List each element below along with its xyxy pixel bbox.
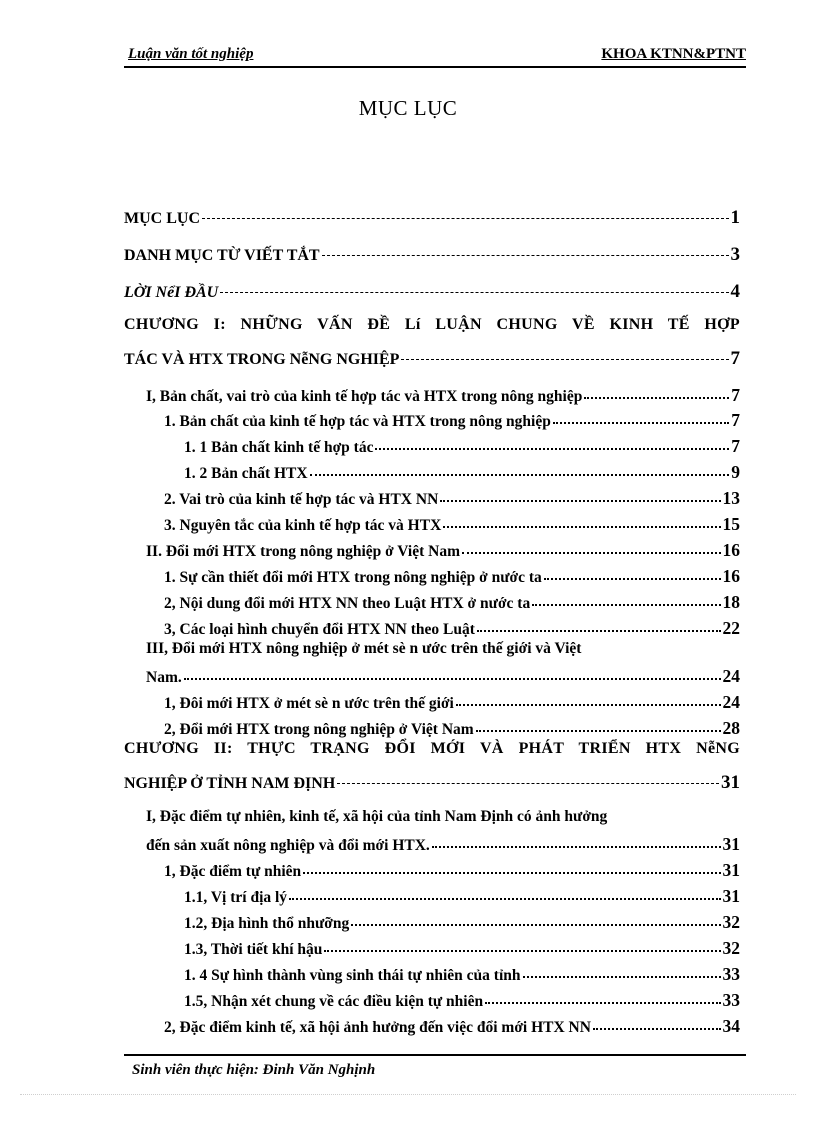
toc-section-heading-line[interactable]: I, Đặc điểm tự nhiên, kinh tế, xã hội của tỉnh Nam Định có ảnh hưởng <box>146 808 608 825</box>
toc-entry-page: 31 <box>722 834 740 854</box>
toc-leader <box>184 668 721 682</box>
toc-entry-page: 24 <box>722 692 740 712</box>
toc-entry-page: 32 <box>722 938 740 958</box>
toc-entry-page: 24 <box>722 666 740 686</box>
toc-entry-page: 33 <box>722 990 740 1010</box>
toc-leader <box>432 836 721 850</box>
toc-entry[interactable] <box>164 410 740 431</box>
toc-entry-page: 28 <box>722 718 740 738</box>
toc-leader <box>593 1018 721 1032</box>
toc-entry-text: 2, Nội dung đổi mới HTX NN theo Luật HTX ở nước ta <box>164 595 531 612</box>
toc-entry[interactable] <box>164 488 740 509</box>
toc-entry[interactable] <box>146 540 740 561</box>
toc-entry-text: 2, Đổi mới HTX trong nông nghiệp ở Việt Nam <box>164 721 474 738</box>
toc-entry-page: 31 <box>722 860 740 880</box>
toc-leader <box>553 412 729 426</box>
toc-entry[interactable] <box>184 912 740 933</box>
toc-leader <box>310 464 730 478</box>
toc-leader <box>462 542 721 556</box>
toc-entry[interactable] <box>164 514 740 535</box>
toc-entry-text: 1, Đặc điểm tự nhiên <box>164 863 302 880</box>
page-header <box>124 44 746 68</box>
toc-entry-page: 1 <box>730 207 740 228</box>
toc-entry-page: 7 <box>731 385 740 405</box>
toc-entry[interactable] <box>146 385 740 406</box>
toc-entry-page: 22 <box>722 618 740 638</box>
toc-entry[interactable] <box>184 436 740 457</box>
toc-leader <box>351 914 720 928</box>
page-footer <box>124 1054 746 1078</box>
toc-entry-text: LỜI NểI ĐẦU <box>124 284 219 301</box>
toc-entry-text: 2, Đặc điểm kinh tế, xã hội ảnh hưởng đến việc đổi mới HTX NN <box>164 1019 591 1036</box>
toc-leader <box>401 350 728 364</box>
toc-leader <box>202 209 729 223</box>
toc-entry-text: I, Bản chất, vai trò của kinh tế hợp tác và HTX trong nông nghiệp <box>146 388 583 405</box>
toc-entry-text: 2. Vai trò của kinh tế hợp tác và HTX NN <box>164 491 439 508</box>
toc-entry[interactable] <box>164 592 740 613</box>
toc-entry[interactable] <box>164 718 740 739</box>
toc-entry-text: đến sản xuất nông nghiệp và đổi mới HTX. <box>146 837 430 854</box>
toc-entry-text: 3, Các loại hình chuyển đổi HTX NN theo Luật <box>164 621 475 638</box>
toc-entry-page: 33 <box>722 964 740 984</box>
toc-entry[interactable] <box>184 462 740 483</box>
toc-entry[interactable] <box>184 990 740 1011</box>
toc-entry[interactable] <box>164 618 740 639</box>
toc-chapter-heading-line[interactable]: CHƯƠNG I: NHỮNG VẤN ĐỀ Lí LUẬN CHUNG VỀ KINH TẾ HỢP <box>124 316 740 333</box>
toc-entry[interactable] <box>184 938 740 959</box>
toc-entry-text: 1. Sự cần thiết đổi mới HTX trong nông nghiệp ở nước ta <box>164 569 542 586</box>
toc-entry-page: 13 <box>722 488 740 508</box>
toc-entry-text: MỤC LỤC <box>124 210 200 227</box>
toc-entry[interactable] <box>124 772 740 794</box>
toc-leader <box>584 387 729 401</box>
toc-entry-text: Nam. <box>146 669 182 686</box>
toc-entry-page: 16 <box>722 566 740 586</box>
toc-entry[interactable] <box>164 566 740 587</box>
toc-leader <box>440 490 720 504</box>
toc-entry-text: 1.1, Vị trí địa lý <box>184 889 288 906</box>
toc-section-heading-line[interactable]: III, Đổi mới HTX nông nghiệp ở mét sè n ước trên thế giới và Việt <box>146 640 582 657</box>
toc-leader <box>324 940 720 954</box>
toc-leader <box>337 774 719 788</box>
toc-entry[interactable] <box>164 1016 740 1037</box>
toc-entry-page: 34 <box>722 1016 740 1036</box>
toc-entry-text: DANH MỤC TỪ VIẾT TẮT <box>124 247 320 264</box>
toc-leader <box>289 888 720 902</box>
toc-leader <box>375 438 729 452</box>
toc-entry-text: 1. 2 Bản chất HTX <box>184 465 308 482</box>
toc-leader <box>523 966 721 980</box>
toc-entry-text: 1.3, Thời tiết khí hậu <box>184 941 323 958</box>
page-title: MỤC LỤC <box>358 96 458 120</box>
toc-leader <box>476 720 721 734</box>
toc-entry-page: 31 <box>722 886 740 906</box>
toc-entry[interactable] <box>124 281 740 303</box>
toc-leader <box>220 283 728 297</box>
toc-entry-page: 7 <box>730 348 740 369</box>
toc-entry-page: 18 <box>722 592 740 612</box>
header-thesis-label: Luận văn tốt nghiệp <box>128 46 254 62</box>
toc-entry-text: 1.2, Địa hình thổ nhưỡng <box>184 915 350 932</box>
toc-entry-text: 1, Đôi mới HTX ở mét sè n ước trên thế giới <box>164 695 454 712</box>
toc-entry[interactable] <box>146 834 740 855</box>
toc-entry[interactable] <box>184 964 740 985</box>
toc-entry-page: 15 <box>722 514 740 534</box>
toc-entry[interactable] <box>164 692 740 713</box>
toc-entry-text: 3. Nguyên tắc của kinh tế hợp tác và HTX <box>164 517 442 534</box>
toc-entry-text: 1. Bản chất của kinh tế hợp tác và HTX trong nông nghiệp <box>164 413 551 430</box>
toc-entry[interactable] <box>124 348 740 370</box>
toc-entry-page: 9 <box>731 462 740 482</box>
toc-leader <box>456 694 721 708</box>
toc-entry-text: II. Đổi mới HTX trong nông nghiệp ở Việt Nam <box>146 543 460 560</box>
toc-entry-text: 1.5, Nhận xét chung về các điều kiện tự nhiên <box>184 993 484 1010</box>
toc-entry-page: 32 <box>722 912 740 932</box>
toc-entry-page: 16 <box>722 540 740 560</box>
toc-entry-page: 7 <box>731 410 740 430</box>
toc-entry-text: TÁC VÀ HTX TRONG NễNG NGHIỆP <box>124 351 400 368</box>
toc-leader <box>544 568 721 582</box>
toc-entry[interactable] <box>124 244 740 266</box>
toc-leader <box>485 992 720 1006</box>
toc-entry-text: 1. 1 Bản chất kinh tế hợp tác <box>184 439 374 456</box>
toc-entry-text: NGHIỆP Ở TỈNH NAM ĐỊNH <box>124 775 336 792</box>
toc-entry[interactable] <box>146 666 740 687</box>
toc-leader <box>322 246 729 260</box>
toc-chapter-heading-line[interactable]: CHƯƠNG II: THỰC TRẠNG ĐỔI MỚI VÀ PHÁT TRIỂN HTX NễNG <box>124 740 740 757</box>
footer-author: Sinh viên thực hiện: Đinh Văn Nghịnh <box>132 1062 376 1078</box>
toc-entry[interactable] <box>164 860 740 881</box>
toc-entry-page: 31 <box>721 772 740 793</box>
toc-entry[interactable] <box>184 886 740 907</box>
toc-entry-page: 3 <box>730 244 740 265</box>
toc-leader <box>532 594 720 608</box>
toc-leader <box>303 862 720 876</box>
page-bottom-divider <box>20 1094 796 1095</box>
toc-entry-page: 7 <box>731 436 740 456</box>
toc-entry-text: 1. 4 Sự hình thành vùng sinh thái tự nhiên của tỉnh <box>184 967 521 984</box>
toc-entry[interactable] <box>124 207 740 229</box>
toc-leader <box>477 620 721 634</box>
header-faculty-label: KHOA KTNN&PTNT <box>601 46 746 62</box>
toc-leader <box>443 516 720 530</box>
toc-entry-page: 4 <box>730 281 740 302</box>
